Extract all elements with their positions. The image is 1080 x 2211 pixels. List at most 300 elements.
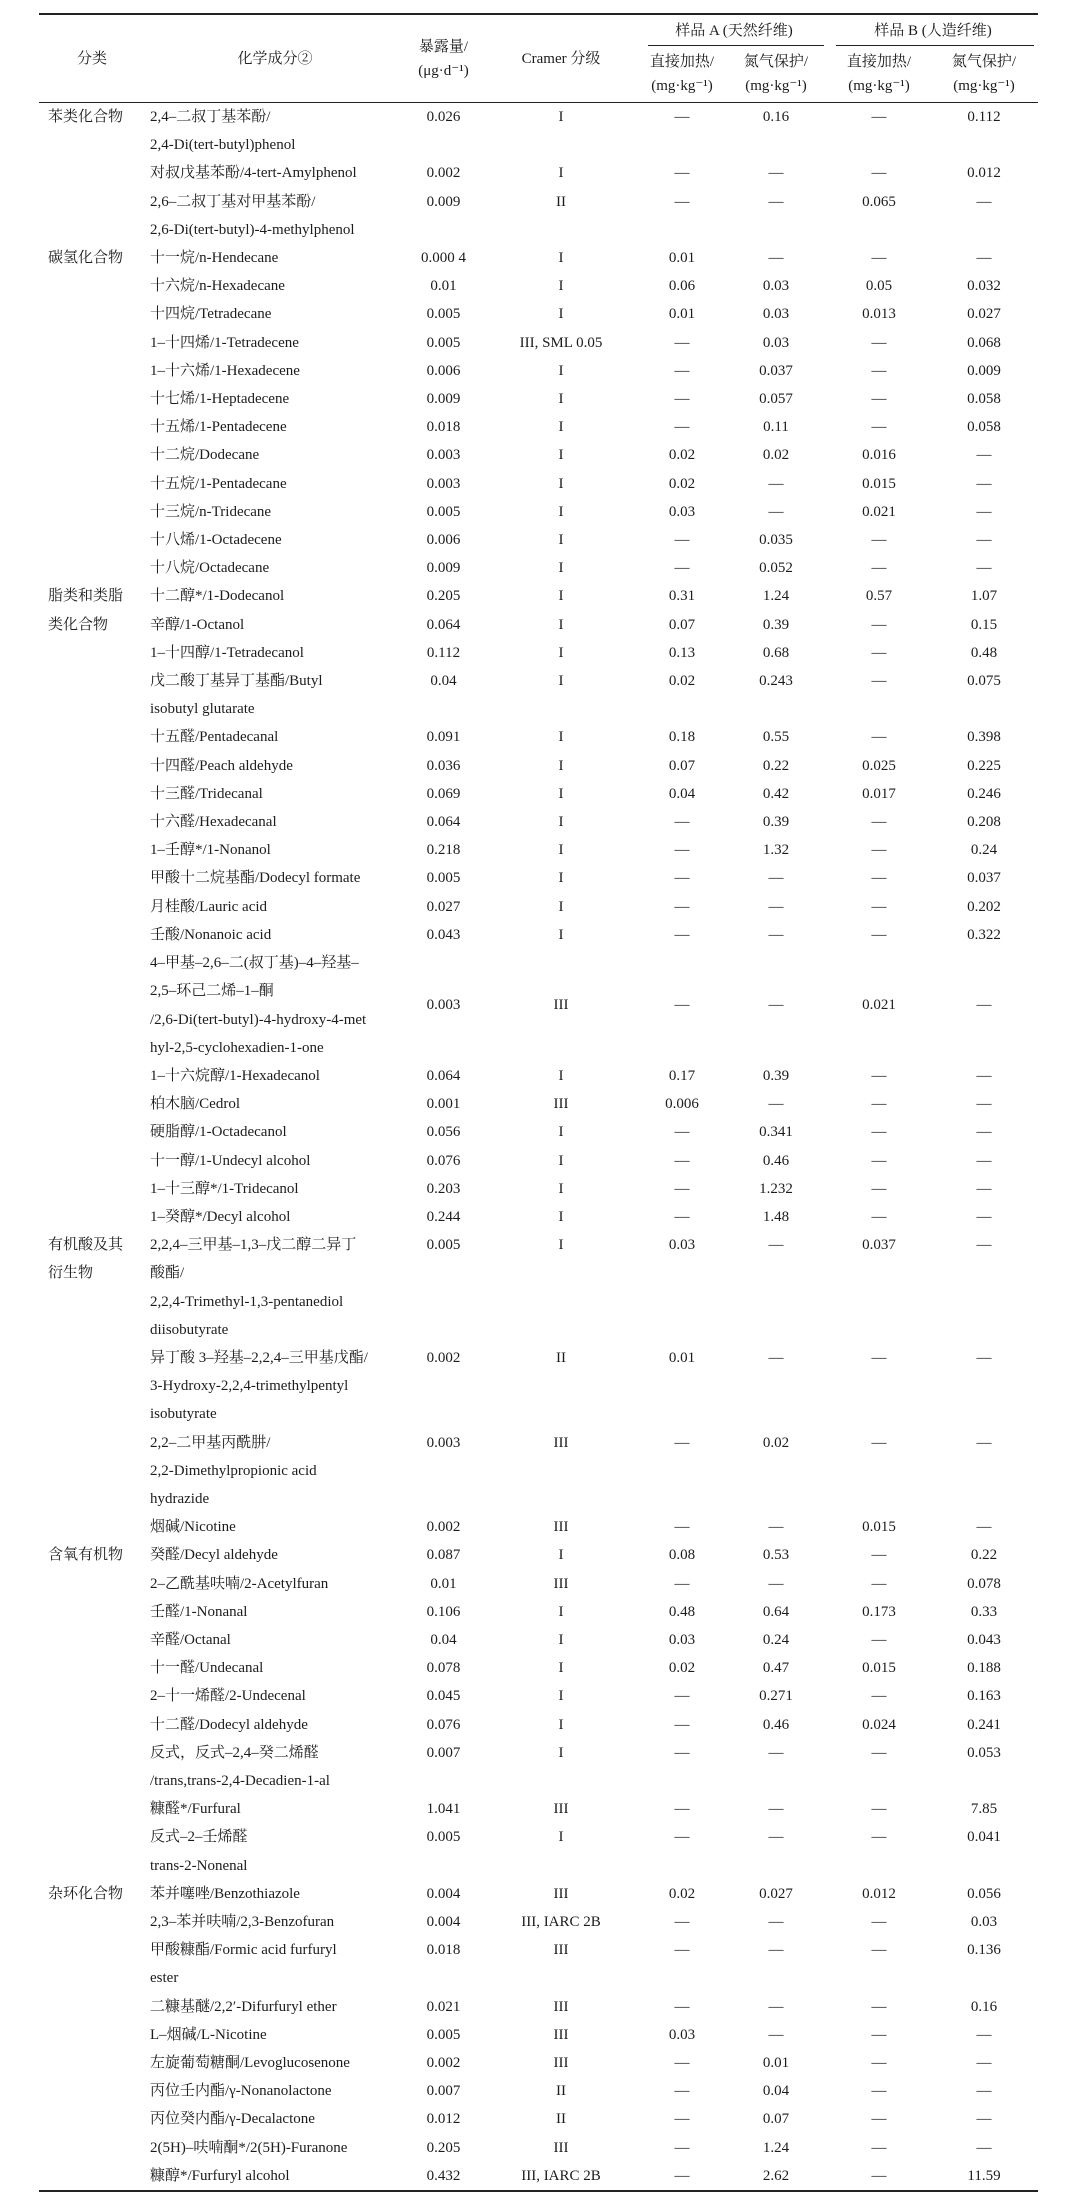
sample-b-nitrogen-value: — bbox=[976, 1124, 992, 1141]
category-cell: 碳氢化合物 bbox=[48, 250, 124, 267]
exposure-value: 0.005 bbox=[426, 1237, 461, 1254]
cramer-class: I bbox=[558, 729, 564, 746]
sample-b-nitrogen-value: 1.07 bbox=[970, 588, 998, 605]
header-cramer: Cramer 分级 bbox=[521, 50, 601, 67]
sample-b-nitrogen-value: — bbox=[976, 2026, 992, 2043]
table-row bbox=[39, 639, 1038, 667]
sample-b-direct-value: — bbox=[871, 1744, 887, 1761]
table-row bbox=[39, 893, 1038, 921]
sample-a-nitrogen-value: 0.02 bbox=[762, 447, 790, 464]
table-row bbox=[39, 1203, 1038, 1231]
table-row bbox=[39, 329, 1038, 357]
sample-a-direct-value: — bbox=[674, 1152, 690, 1169]
exposure-value: 0.244 bbox=[426, 1208, 461, 1225]
cramer-class: I bbox=[558, 814, 564, 831]
sample-a-direct-value: — bbox=[674, 1575, 690, 1592]
table-row bbox=[39, 526, 1038, 554]
component-name: 十五醛/Pentadecanal bbox=[150, 729, 279, 746]
sample-a-nitrogen-value: 1.32 bbox=[762, 842, 790, 859]
sample-a-direct-value: — bbox=[674, 165, 690, 182]
sample-b-direct-value: — bbox=[871, 1067, 887, 1084]
sample-b-nitrogen-value: 7.85 bbox=[970, 1801, 998, 1818]
sample-a-direct-value: 0.07 bbox=[668, 757, 696, 774]
sample-b-nitrogen-value: — bbox=[976, 1237, 992, 1254]
component-name: 异丁酸 3–羟基–2,2,4–三甲基戊酯/ 3-Hydroxy-2,2,4-trimethylpentyl isobutyrate bbox=[150, 1349, 368, 1423]
table-row bbox=[39, 808, 1038, 836]
sample-a-direct-value: 0.13 bbox=[668, 644, 696, 661]
sample-b-direct-value: 0.024 bbox=[862, 1716, 896, 1733]
sample-a-direct-value: 0.31 bbox=[668, 588, 696, 605]
component-name: 1–癸醇*/Decyl alcohol bbox=[150, 1208, 291, 1225]
sample-b-direct-value: — bbox=[871, 1942, 887, 1959]
exposure-value: 0.012 bbox=[426, 2111, 461, 2128]
sample-a-direct-value: — bbox=[674, 842, 690, 859]
sample-a-nitrogen-value: — bbox=[768, 1942, 784, 1959]
sample-b-direct-value: — bbox=[871, 250, 887, 267]
exposure-value: 0.112 bbox=[426, 644, 461, 661]
cramer-class: I bbox=[558, 1688, 564, 1705]
cramer-class: I bbox=[558, 560, 564, 577]
sample-a-nitrogen-value: — bbox=[768, 1519, 784, 1536]
component-name: 十八烯/1-Octadecene bbox=[150, 532, 282, 549]
cramer-class: I bbox=[558, 306, 564, 323]
sample-a-nitrogen-value: 0.16 bbox=[762, 109, 790, 125]
cramer-class: I bbox=[558, 673, 564, 690]
sample-a-nitrogen-value: 0.271 bbox=[759, 1688, 793, 1705]
exposure-value: 0.076 bbox=[426, 1152, 461, 1169]
sample-a-direct-value: — bbox=[674, 870, 690, 887]
sample-b-direct-value: — bbox=[871, 2083, 887, 2100]
table-row bbox=[39, 1711, 1038, 1739]
sample-a-direct-value: — bbox=[674, 1744, 690, 1761]
sample-b-nitrogen-value: — bbox=[976, 560, 992, 577]
exposure-value: 0.045 bbox=[426, 1688, 461, 1705]
table-row bbox=[39, 1175, 1038, 1203]
exposure-value: 0.003 bbox=[426, 475, 461, 492]
component-name: 1–十六烷醇/1-Hexadecanol bbox=[150, 1067, 320, 1084]
exposure-value: 0.203 bbox=[426, 1180, 461, 1197]
sample-b-direct-value: — bbox=[871, 1152, 887, 1169]
sample-b-nitrogen-value: 0.225 bbox=[967, 757, 1001, 774]
table-row bbox=[39, 2021, 1038, 2049]
exposure-value: 0.026 bbox=[426, 109, 461, 125]
sample-b-nitrogen-value: — bbox=[976, 1349, 992, 1366]
sample-b-direct-value: — bbox=[871, 926, 887, 943]
sample-a-nitrogen-value: — bbox=[768, 475, 784, 492]
table-row bbox=[39, 1823, 1038, 1879]
sample-b-direct-value: — bbox=[871, 1096, 887, 1113]
sample-a-direct-value: 0.03 bbox=[668, 2026, 696, 2043]
sample-b-nitrogen-value: — bbox=[976, 1208, 992, 1225]
table-row bbox=[39, 1062, 1038, 1090]
component-name: 硬脂醇/1-Octadecanol bbox=[150, 1124, 287, 1141]
sample-b-nitrogen-value: — bbox=[976, 2111, 992, 2128]
table-row bbox=[39, 1908, 1038, 1936]
exposure-value: 0.087 bbox=[426, 1547, 461, 1564]
category-cell: 含氧有机物 bbox=[48, 1547, 124, 1564]
sample-b-nitrogen-value: 0.241 bbox=[967, 1716, 1001, 1733]
sample-a-direct-value: 0.006 bbox=[665, 1096, 699, 1113]
table-row bbox=[39, 921, 1038, 949]
sample-b-nitrogen-value: 0.009 bbox=[967, 362, 1001, 379]
table-row bbox=[39, 1429, 1038, 1514]
sample-b-direct-value: — bbox=[871, 616, 887, 633]
sample-b-nitrogen-value: — bbox=[976, 1152, 992, 1169]
sample-b-nitrogen-value: 0.03 bbox=[970, 1914, 998, 1930]
sample-a-nitrogen-value: — bbox=[768, 1744, 784, 1761]
header-sample-b-direct: 直接加热/ (mg·kg⁻¹) bbox=[846, 54, 912, 94]
sample-b-nitrogen-value: — bbox=[976, 1434, 992, 1451]
exposure-value: 0.002 bbox=[426, 1519, 461, 1536]
component-name: 十五烷/1-Pentadecane bbox=[150, 475, 287, 492]
sample-b-direct-value: 0.013 bbox=[862, 306, 896, 323]
cramer-class: I bbox=[558, 475, 564, 492]
sample-a-nitrogen-value: 0.341 bbox=[759, 1124, 793, 1141]
sample-b-direct-value: — bbox=[871, 1208, 887, 1225]
sample-b-nitrogen-value: 0.037 bbox=[967, 870, 1001, 887]
sample-a-nitrogen-value: 0.02 bbox=[762, 1434, 790, 1451]
exposure-value: 1.041 bbox=[426, 1801, 461, 1818]
sample-b-nitrogen-value: 0.163 bbox=[967, 1688, 1001, 1705]
sample-a-nitrogen-value: — bbox=[768, 926, 784, 943]
table-row bbox=[39, 582, 1038, 610]
sample-a-direct-value: 0.02 bbox=[668, 1660, 696, 1677]
cramer-class: II bbox=[556, 1349, 566, 1366]
sample-a-direct-value: — bbox=[674, 1998, 690, 2015]
category-cell: 有机酸及其 衍生物 bbox=[48, 1237, 124, 1282]
table-row bbox=[39, 2162, 1038, 2191]
cramer-class: I bbox=[558, 1716, 564, 1733]
cramer-class: III bbox=[553, 1885, 569, 1902]
sample-a-direct-value: — bbox=[674, 193, 690, 210]
sample-a-direct-value: 0.08 bbox=[668, 1547, 696, 1564]
table-row bbox=[39, 498, 1038, 526]
table-row bbox=[39, 554, 1038, 582]
category-cell: 苯类化合物 bbox=[48, 109, 124, 125]
cramer-class: I bbox=[558, 588, 564, 605]
sample-b-direct-value: — bbox=[871, 729, 887, 746]
cramer-class: III bbox=[553, 1801, 569, 1818]
table-row bbox=[39, 1541, 1038, 1569]
exposure-value: 0.004 bbox=[426, 1885, 461, 1902]
table-row bbox=[39, 2049, 1038, 2077]
header-component: 化学成分② bbox=[237, 50, 313, 67]
cramer-class: I bbox=[558, 898, 564, 915]
component-name: 十六醛/Hexadecanal bbox=[150, 814, 277, 831]
sample-a-nitrogen-value: 0.22 bbox=[762, 757, 790, 774]
component-name: 甲酸糠酯/Formic acid furfuryl ester bbox=[150, 1942, 337, 1987]
sample-b-direct-value: — bbox=[871, 532, 887, 549]
sample-a-nitrogen-value: 0.052 bbox=[759, 560, 793, 577]
sample-b-direct-value: — bbox=[871, 1688, 887, 1705]
sample-a-nitrogen-value: 0.027 bbox=[759, 1885, 793, 1902]
exposure-value: 0.205 bbox=[426, 588, 461, 605]
cramer-class: II bbox=[556, 2111, 566, 2128]
sample-b-nitrogen-value: — bbox=[976, 997, 992, 1014]
component-name: 壬酸/Nonanoic acid bbox=[150, 926, 272, 943]
sample-b-direct-value: — bbox=[871, 870, 887, 887]
sample-a-nitrogen-value: — bbox=[768, 503, 784, 520]
exposure-value: 0.04 bbox=[430, 673, 457, 690]
sample-b-nitrogen-value: — bbox=[976, 193, 992, 210]
component-name: 反式–2–壬烯醛 trans-2-Nonenal bbox=[150, 1829, 248, 1874]
component-name: 反式，反式–2,4–癸二烯醛 /trans,trans-2,4-Decadien-1-al bbox=[150, 1744, 330, 1789]
sample-a-direct-value: — bbox=[674, 1942, 690, 1959]
exposure-value: 0.009 bbox=[426, 193, 461, 210]
table-row bbox=[39, 1344, 1038, 1429]
component-name: 1–十六烯/1-Hexadecene bbox=[150, 362, 300, 379]
header-category: 分类 bbox=[76, 50, 107, 67]
sample-a-direct-value: 0.01 bbox=[668, 1349, 696, 1366]
sample-b-direct-value: — bbox=[871, 2026, 887, 2043]
exposure-value: 0.007 bbox=[426, 1744, 461, 1761]
sample-a-nitrogen-value: — bbox=[768, 165, 784, 182]
sample-b-direct-value: 0.173 bbox=[862, 1603, 896, 1620]
sample-b-direct-value: 0.57 bbox=[865, 588, 893, 605]
sample-a-direct-value: — bbox=[674, 2083, 690, 2100]
cramer-class: III bbox=[553, 2055, 569, 2072]
component-name: 十六烷/n-Hexadecane bbox=[150, 278, 285, 295]
sample-a-nitrogen-value: — bbox=[768, 1914, 784, 1930]
sample-b-direct-value: — bbox=[871, 2111, 887, 2128]
exposure-value: 0.078 bbox=[426, 1660, 461, 1677]
sample-a-direct-value: 0.02 bbox=[668, 475, 696, 492]
cramer-class: I bbox=[558, 616, 564, 633]
sample-a-nitrogen-value: — bbox=[768, 1349, 784, 1366]
sample-a-nitrogen-value: 0.037 bbox=[759, 362, 793, 379]
component-name: 烟碱/Nicotine bbox=[150, 1519, 236, 1536]
sample-b-direct-value: 0.021 bbox=[862, 503, 896, 520]
exposure-value: 0.218 bbox=[426, 842, 461, 859]
sample-b-nitrogen-value: 0.112 bbox=[967, 109, 1001, 125]
exposure-value: 0.064 bbox=[426, 616, 461, 633]
table-row bbox=[39, 244, 1038, 272]
cramer-class: I bbox=[558, 1237, 564, 1254]
sample-b-direct-value: — bbox=[871, 1124, 887, 1141]
sample-b-direct-value: — bbox=[871, 673, 887, 690]
cramer-class: III, SML 0.05 bbox=[519, 334, 603, 351]
category-cell: 杂环化合物 bbox=[48, 1885, 124, 1902]
sample-a-nitrogen-value: 0.39 bbox=[762, 616, 790, 633]
component-name: 十二烷/Dodecane bbox=[150, 447, 260, 464]
cramer-class: I bbox=[558, 109, 564, 125]
header-exposure: 暴露量/ (μg·d⁻¹) bbox=[418, 38, 469, 79]
table-body bbox=[39, 103, 1038, 2192]
sample-b-direct-value: — bbox=[871, 419, 887, 436]
exposure-value: 0.064 bbox=[426, 814, 461, 831]
sample-b-direct-value: 0.012 bbox=[862, 1885, 896, 1902]
sample-b-nitrogen-value: 0.33 bbox=[970, 1603, 998, 1620]
cramer-class: I bbox=[558, 1152, 564, 1169]
header-sample-a-direct: 直接加热/ (mg·kg⁻¹) bbox=[649, 54, 715, 94]
sample-a-nitrogen-value: 0.47 bbox=[762, 1660, 790, 1677]
sample-b-nitrogen-value: 0.136 bbox=[967, 1942, 1001, 1959]
sample-b-nitrogen-value: 0.48 bbox=[970, 644, 998, 661]
cramer-class: III bbox=[553, 1942, 569, 1959]
sample-b-nitrogen-value: 0.398 bbox=[967, 729, 1001, 746]
component-name: 2(5H)–呋喃酮*/2(5H)-Furanone bbox=[150, 2139, 348, 2156]
sample-b-direct-value: 0.017 bbox=[862, 785, 896, 802]
table-row bbox=[39, 103, 1038, 160]
cramer-class: I bbox=[558, 1547, 564, 1564]
sample-b-nitrogen-value: — bbox=[976, 447, 992, 464]
cramer-class: I bbox=[558, 785, 564, 802]
table-row bbox=[39, 1993, 1038, 2021]
sample-b-direct-value: — bbox=[871, 391, 887, 408]
cramer-class: I bbox=[558, 250, 564, 267]
table-row bbox=[39, 470, 1038, 498]
table-row bbox=[39, 949, 1038, 1062]
sample-b-direct-value: — bbox=[871, 362, 887, 379]
sample-b-nitrogen-value: 0.058 bbox=[967, 419, 1001, 436]
component-name: 1–十四烯/1-Tetradecene bbox=[150, 334, 299, 351]
sample-b-direct-value: 0.021 bbox=[862, 997, 896, 1014]
exposure-value: 0.432 bbox=[426, 2167, 461, 2184]
sample-a-nitrogen-value: 0.03 bbox=[762, 278, 790, 295]
table-row bbox=[39, 864, 1038, 892]
sample-a-nitrogen-value: — bbox=[768, 870, 784, 887]
exposure-value: 0.003 bbox=[426, 447, 461, 464]
sample-b-nitrogen-value: — bbox=[976, 2055, 992, 2072]
cramer-class: I bbox=[558, 419, 564, 436]
sample-b-direct-value: — bbox=[871, 1434, 887, 1451]
sample-a-nitrogen-value: 0.55 bbox=[762, 729, 790, 746]
exposure-value: 0.106 bbox=[426, 1603, 461, 1620]
sample-b-nitrogen-value: 0.043 bbox=[967, 1631, 1001, 1648]
sample-b-direct-value: — bbox=[871, 2139, 887, 2156]
exposure-value: 0.021 bbox=[426, 1998, 461, 2015]
sample-b-direct-value: — bbox=[871, 1547, 887, 1564]
component-name: 甲酸十二烷基酯/Dodecyl formate bbox=[150, 870, 361, 887]
sample-b-nitrogen-value: 0.041 bbox=[967, 1829, 1001, 1846]
header-sample-b: 样品 B (人造纤维) bbox=[828, 14, 1038, 46]
sample-b-nitrogen-value: 0.22 bbox=[970, 1547, 998, 1564]
table-row bbox=[39, 752, 1038, 780]
table-row bbox=[39, 611, 1038, 639]
exposure-value: 0.01 bbox=[430, 1575, 457, 1592]
exposure-value: 0.000 4 bbox=[421, 250, 466, 267]
sample-b-nitrogen-value: 0.068 bbox=[967, 334, 1001, 351]
sample-a-direct-value: — bbox=[674, 532, 690, 549]
cramer-class: I bbox=[558, 1744, 564, 1761]
cramer-class: I bbox=[558, 1124, 564, 1141]
component-name: 4–甲基–2,6–二(叔丁基)–4–羟基– 2,5–环己二烯–1–酮 /2,6-Di(tert-butyl)-4-hydroxy-4-met hyl-2,5-cyclohexadien-1-one bbox=[150, 955, 367, 1056]
sample-a-direct-value: — bbox=[674, 2055, 690, 2072]
sample-a-nitrogen-value: 1.48 bbox=[762, 1208, 790, 1225]
table-row bbox=[39, 780, 1038, 808]
component-name: 月桂酸/Lauric acid bbox=[150, 898, 268, 915]
exposure-value: 0.004 bbox=[426, 1914, 461, 1930]
sample-b-direct-value: 0.065 bbox=[862, 193, 896, 210]
table-row bbox=[39, 357, 1038, 385]
sample-a-direct-value: — bbox=[674, 1208, 690, 1225]
exposure-value: 0.001 bbox=[426, 1096, 461, 1113]
sample-a-nitrogen-value: 1.24 bbox=[762, 2139, 790, 2156]
sample-b-nitrogen-value: 0.032 bbox=[967, 278, 1001, 295]
sample-a-direct-value: — bbox=[674, 1688, 690, 1705]
sample-a-direct-value: 0.02 bbox=[668, 673, 696, 690]
sample-a-nitrogen-value: — bbox=[768, 1237, 784, 1254]
cramer-class: III bbox=[553, 1519, 569, 1536]
exposure-value: 0.003 bbox=[426, 1434, 461, 1451]
sample-b-nitrogen-value: 0.16 bbox=[970, 1998, 998, 2015]
sample-b-nitrogen-value: — bbox=[976, 2139, 992, 2156]
sample-b-nitrogen-value: 0.24 bbox=[970, 842, 998, 859]
sample-b-nitrogen-value: 0.012 bbox=[967, 165, 1001, 182]
sample-a-direct-value: — bbox=[674, 926, 690, 943]
exposure-value: 0.043 bbox=[426, 926, 461, 943]
cramer-class: III, IARC 2B bbox=[521, 2167, 601, 2184]
sample-b-direct-value: — bbox=[871, 898, 887, 915]
exposure-value: 0.205 bbox=[426, 2139, 461, 2156]
sample-b-direct-value: 0.015 bbox=[862, 1519, 896, 1536]
component-name: 十八烷/Octadecane bbox=[150, 560, 270, 577]
component-name: 2,2–二甲基丙酰肼/ 2,2-Dimethylpropionic acid hydrazide bbox=[150, 1434, 317, 1507]
component-name: 戊二酸丁基异丁基酯/Butyl isobutyl glutarate bbox=[150, 673, 323, 718]
table-row bbox=[39, 723, 1038, 751]
cramer-class: I bbox=[558, 165, 564, 182]
sample-b-direct-value: — bbox=[871, 1349, 887, 1366]
cramer-class: III bbox=[553, 1434, 569, 1451]
cramer-class: I bbox=[558, 1208, 564, 1225]
exposure-value: 0.009 bbox=[426, 560, 461, 577]
cramer-class: I bbox=[558, 391, 564, 408]
cramer-class: I bbox=[558, 1660, 564, 1677]
cramer-class: I bbox=[558, 870, 564, 887]
sample-a-nitrogen-value: — bbox=[768, 1575, 784, 1592]
sample-a-direct-value: — bbox=[674, 419, 690, 436]
sample-a-nitrogen-value: — bbox=[768, 193, 784, 210]
table-row bbox=[39, 1936, 1038, 1992]
header-row bbox=[39, 14, 1038, 46]
cramer-class: I bbox=[558, 1631, 564, 1648]
sample-a-direct-value: 0.01 bbox=[668, 250, 696, 267]
sample-b-direct-value: — bbox=[871, 842, 887, 859]
sample-b-direct-value: — bbox=[871, 814, 887, 831]
sample-a-nitrogen-value: 0.24 bbox=[762, 1631, 790, 1648]
sample-b-nitrogen-value: — bbox=[976, 1519, 992, 1536]
cramer-class: III bbox=[553, 2139, 569, 2156]
component-name: 1–十四醇/1-Tetradecanol bbox=[150, 644, 304, 661]
component-name: 十二醛/Dodecyl aldehyde bbox=[150, 1716, 308, 1733]
sample-a-direct-value: 0.18 bbox=[668, 729, 696, 746]
exposure-value: 0.005 bbox=[426, 334, 461, 351]
sample-b-nitrogen-value: — bbox=[976, 503, 992, 520]
cramer-class: I bbox=[558, 503, 564, 520]
sample-a-nitrogen-value: 0.01 bbox=[762, 2055, 790, 2072]
exposure-value: 0.009 bbox=[426, 391, 461, 408]
sample-a-nitrogen-value: 2.62 bbox=[762, 2167, 790, 2184]
component-name: L–烟碱/L-Nicotine bbox=[150, 2026, 267, 2043]
sample-a-nitrogen-value: 1.232 bbox=[759, 1180, 793, 1197]
sample-b-nitrogen-value: 0.208 bbox=[967, 814, 1001, 831]
component-name: 癸醛/Decyl aldehyde bbox=[150, 1547, 278, 1564]
sample-a-direct-value: 0.48 bbox=[668, 1603, 696, 1620]
exposure-value: 0.01 bbox=[430, 278, 457, 295]
component-name: 十四醛/Peach aldehyde bbox=[150, 757, 293, 774]
sample-b-nitrogen-value: 0.246 bbox=[967, 785, 1001, 802]
sample-a-nitrogen-value: 0.04 bbox=[762, 2083, 790, 2100]
exposure-value: 0.091 bbox=[426, 729, 461, 746]
component-name: 2–乙酰基呋喃/2-Acetylfuran bbox=[150, 1575, 329, 1592]
sample-a-direct-value: — bbox=[674, 1829, 690, 1846]
table-row bbox=[39, 1682, 1038, 1710]
sample-b-direct-value: — bbox=[871, 644, 887, 661]
exposure-value: 0.005 bbox=[426, 503, 461, 520]
table-row bbox=[39, 413, 1038, 441]
sample-b-direct-value: 0.015 bbox=[862, 475, 896, 492]
component-name: 十三烷/n-Tridecane bbox=[150, 503, 272, 520]
